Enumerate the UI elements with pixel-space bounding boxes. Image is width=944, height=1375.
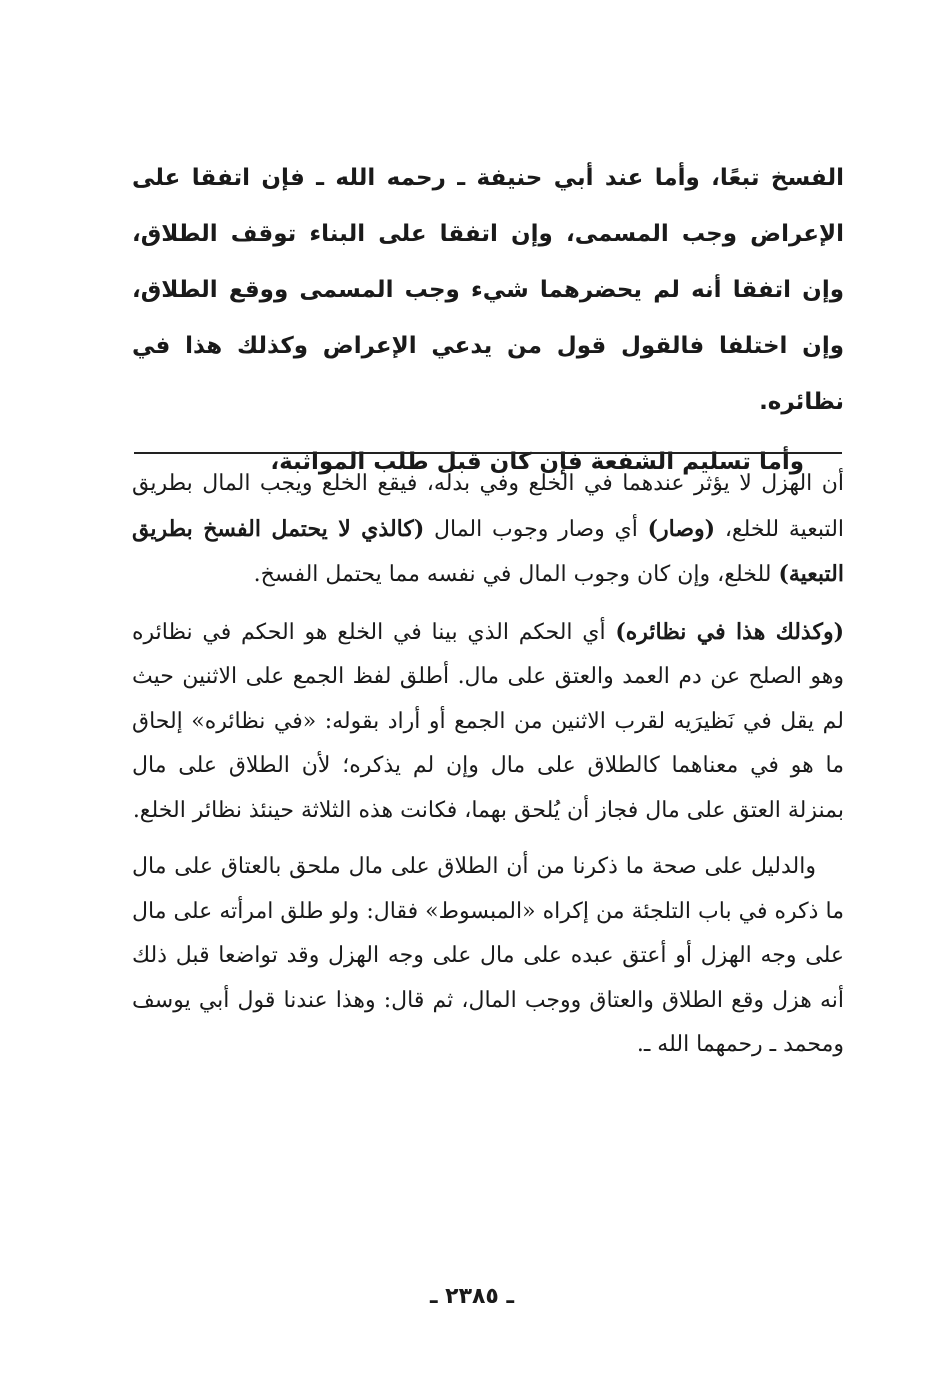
commentary-text: أي وصار وجوب المال [424, 516, 648, 542]
main-paragraph-1: الفسخ تبعًا، وأما عند أبي حنيفة ـ رحمه الله ـ فإن اتفقا على الإعراض وجب المسمى، وإن اتفقا على البناء توقف الطلاق، وإن اتفقا أنه لم يحضرهما شيء وجب المسمى ووقع الطلاق، وإن اختلفا فالقول قول من يدعي الإعراض وكذلك هذا في نظائره. [132, 165, 844, 415]
commentary-paragraph-1 [132, 462, 844, 598]
main-paragraph-2: وأما تسليم الشفعة فإن كان قبل طلب المواثبة، [270, 449, 804, 475]
commentary-paragraph-2 [132, 610, 844, 834]
commentary-quote: (كالذي لا يحتمل الفسخ بطريق التبعية) [132, 515, 844, 587]
commentary [132, 462, 844, 1080]
commentary-paragraph-3: والدليل على صحة ما ذكرنا من أن الطلاق على مال ملحق بالعتاق على مال ما ذكره في باب التلجئة من إكراه «المبسوط» فقال: ولو طلق امرأته على مال على وجه الهزل أو أعتق عبده على مال على وجه الهزل وقد تواضعا قبل ذلك أنه هزل وقع الطلاق والعتاق ووجب المال، ثم قال: وهذا عندنا قول أبي يوسف ومحمد ـ رحمهما الله ـ. [132, 854, 844, 1057]
page-number: ـ ٢٣٨٥ ـ [429, 1284, 515, 1309]
commentary-quote: (وكذلك هذا في نظائره) [615, 618, 844, 645]
commentary-text: أي الحكم الذي بينا في الخلع هو الحكم في نظائره وهو الصلح عن دم العمد والعتق على مال. أطلق لفظ الجمع على الاثنين حيث لم يقل في نَظيرَيه لقرب الاثنين من الجمع أو أراد بقوله: «في نظائره» إلحاق ما هو في معناهما كالطلاق على مال وإن لم يذكره؛ لأن الطلاق على مال بمنزلة العتق على مال فجاز أن يُلحق بهما، فكانت هذه الثلاثة حينئذ نظائر الخلع. [132, 619, 845, 823]
footnote-divider [134, 452, 842, 454]
commentary-text: أن الهزل لا يؤثر عندهما في الخلع وفي بدله، فيقع الخلع ويجب المال بطريق التبعية للخلع، [132, 471, 845, 542]
commentary-text: للخلع، وإن كان وجوب المال في نفسه مما يحتمل الفسخ. [253, 562, 779, 587]
commentary-quote: (وصار) [647, 515, 716, 542]
main-text [132, 150, 844, 490]
